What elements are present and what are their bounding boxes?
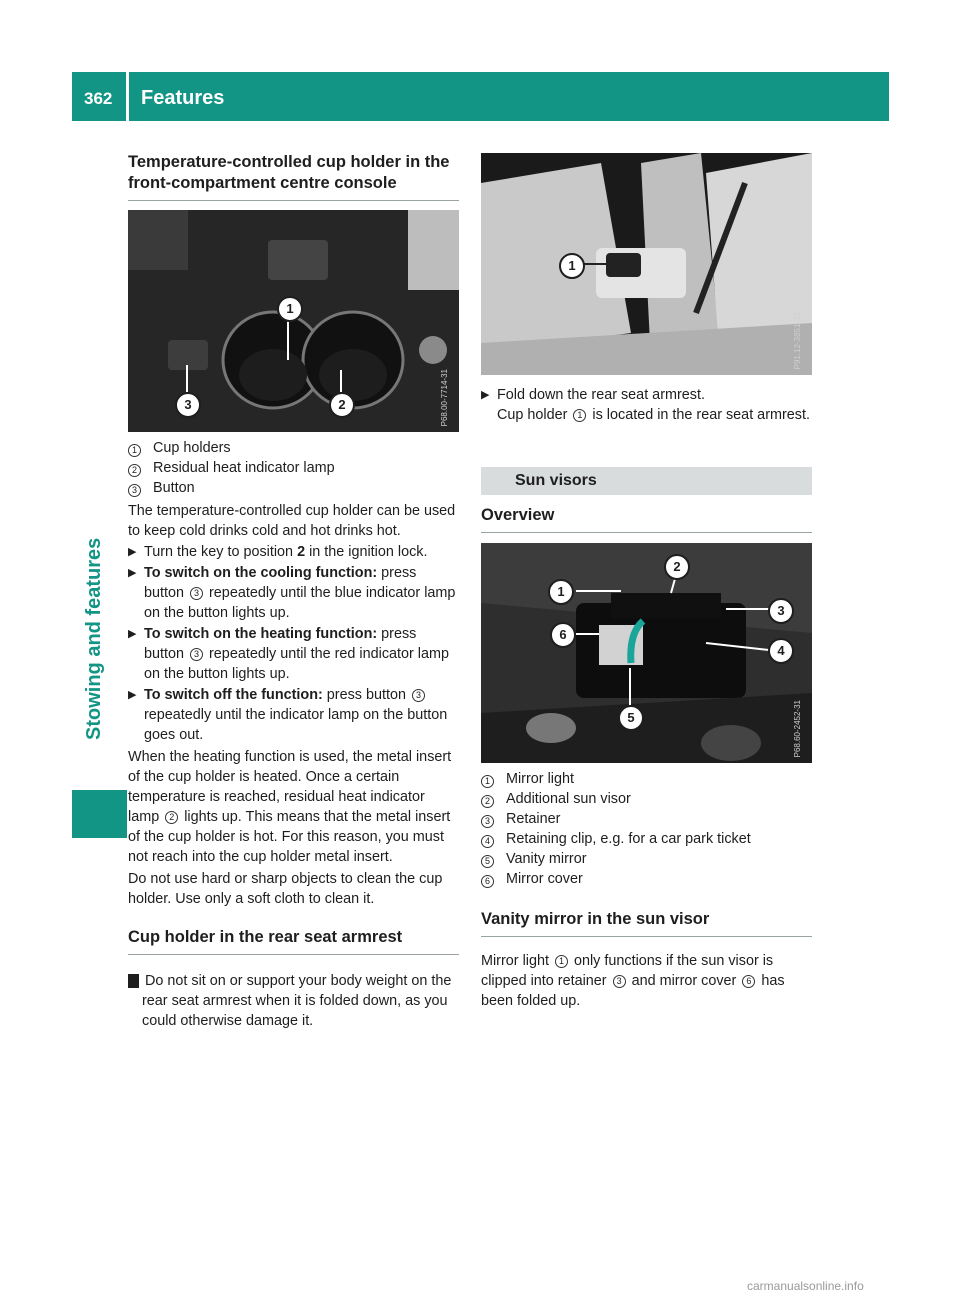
legend-number: 6 — [481, 875, 494, 888]
paragraph — [481, 951, 812, 1011]
legend-text: Retaining clip, e.g. for a car park ticket — [506, 831, 751, 847]
legend-text: Cup holders — [153, 440, 231, 456]
paragraph-text: When the heating function is used, the metal insert of the cup holder is heated. Once a certain temperature is reached, residual heat indicator lamp — [128, 749, 452, 825]
heading-rear-cup-holder: Cup holder in the rear seat armrest — [128, 927, 459, 955]
inline-number: 1 — [555, 955, 568, 968]
inline-number: 3 — [412, 689, 425, 702]
callout-1: 1 — [548, 579, 574, 605]
callout-5: 5 — [618, 705, 644, 731]
armrest-photo — [481, 153, 812, 375]
armrest-illustration — [481, 153, 812, 375]
legend-text: Residual heat indicator lamp — [153, 460, 335, 476]
paragraph: Do not use hard or sharp objects to clean the cup holder. Use only a soft cloth to clean it. — [128, 871, 443, 907]
step — [128, 563, 459, 623]
step-text: press button — [144, 565, 417, 601]
inline-number: 6 — [742, 975, 755, 988]
paragraph-text: has been folded up. — [481, 973, 785, 1009]
page-title: Features — [141, 87, 225, 109]
callout-1: 1 — [559, 253, 585, 279]
step-arrow-icon: ▶ — [481, 389, 490, 401]
legend-text: Additional sun visor — [506, 791, 631, 807]
warning-text: Do not sit on or support your body weight on the rear seat armrest when it is folded down, as you could otherwise damage it. — [142, 973, 452, 1029]
footer-watermark: carmanualsonline.info — [747, 1279, 864, 1293]
step-arrow-icon: ▶ — [128, 689, 137, 701]
step-text: Fold down the rear seat armrest. — [497, 387, 705, 403]
paragraph: The temperature-controlled cup holder can be used to keep cold drinks cold and hot drinks hot. — [128, 503, 456, 539]
paragraph-text: and mirror cover — [627, 973, 741, 989]
side-tab-marker — [72, 790, 127, 838]
warning-paragraph — [124, 971, 459, 1031]
heading-front-cup-holder: Temperature-controlled cup holder in the front-compartment centre console — [128, 152, 459, 201]
header-separator — [126, 72, 129, 121]
step-bold: To switch on the cooling function: — [144, 565, 378, 581]
heading-vanity-mirror: Vanity mirror in the sun visor — [481, 909, 812, 937]
right-column — [481, 152, 812, 1011]
legend-text: Mirror light — [506, 771, 574, 787]
step — [128, 624, 459, 684]
paragraph-text: Mirror light — [481, 953, 553, 969]
legend-item — [128, 458, 459, 478]
step-bold: To switch off the function: — [144, 687, 323, 703]
inline-number: 3 — [190, 648, 203, 661]
step — [481, 385, 812, 425]
inline-number: 1 — [573, 409, 586, 422]
photo-code: P91.12-3851-31 — [793, 311, 802, 369]
legend-number: 2 — [481, 795, 494, 808]
side-tab-label: Stowing and features — [83, 537, 105, 740]
legend-number: 4 — [481, 835, 494, 848]
legend-item — [481, 809, 812, 829]
left-column — [124, 152, 459, 1031]
legend-cup-holder — [128, 438, 459, 498]
step-arrow-icon: ▶ — [128, 546, 137, 558]
legend-item — [481, 769, 812, 789]
step-bold: To switch on the heating function: — [144, 626, 378, 642]
legend-number: 5 — [481, 855, 494, 868]
photo-code: P68.60-2452-31 — [793, 699, 802, 757]
step-text: repeatedly until the indicator lamp on the button goes out. — [144, 707, 448, 743]
legend-item — [481, 789, 812, 809]
inline-number: 2 — [165, 811, 178, 824]
step-text: press button — [144, 626, 417, 662]
sun-visor-illustration — [481, 543, 812, 763]
paragraph-text: only functions if the sun visor is clipped into retainer — [481, 953, 774, 989]
callout-4: 4 — [768, 638, 794, 664]
callout-3: 3 — [175, 392, 201, 418]
section-banner: Sun visors — [481, 467, 812, 495]
callout-2: 2 — [329, 392, 355, 418]
step-text: repeatedly until the red indicator lamp on the button lights up. — [144, 646, 449, 682]
legend-number: 2 — [128, 464, 141, 477]
step-text: Turn the key to position — [144, 544, 298, 560]
warning-icon: ! — [128, 974, 139, 988]
callout-2: 2 — [664, 554, 690, 580]
paragraph-text: lights up. This means that the metal insert of the cup holder is hot. For this reason, you must not reach into the cup holder metal insert. — [128, 809, 451, 865]
sun-visor-photo — [481, 543, 812, 763]
callout-6: 6 — [550, 622, 576, 648]
legend-item — [481, 829, 812, 849]
inline-number: 3 — [190, 587, 203, 600]
cup-holder-photo — [128, 210, 459, 432]
legend-item — [128, 478, 459, 498]
legend-number: 3 — [128, 484, 141, 497]
paragraph — [128, 747, 459, 867]
legend-text: Vanity mirror — [506, 851, 587, 867]
legend-item — [128, 438, 459, 458]
step-arrow-icon: ▶ — [128, 628, 137, 640]
legend-number: 1 — [481, 775, 494, 788]
legend-sun-visor — [481, 769, 812, 889]
step — [128, 685, 459, 745]
step-text: press button — [322, 687, 410, 703]
legend-text: Button — [153, 480, 195, 496]
heading-overview: Overview — [481, 505, 812, 533]
step-text: in the ignition lock. — [305, 544, 428, 560]
page-number: 362 — [84, 89, 113, 108]
inline-number: 3 — [613, 975, 626, 988]
step — [128, 542, 459, 562]
legend-text: Retainer — [506, 811, 561, 827]
step-text: is located in the rear seat armrest. — [588, 407, 810, 423]
legend-text: Mirror cover — [506, 871, 583, 887]
legend-item — [481, 849, 812, 869]
step-bold: 2 — [297, 544, 306, 560]
legend-item — [481, 869, 812, 889]
legend-number: 3 — [481, 815, 494, 828]
callout-3: 3 — [768, 598, 794, 624]
step-arrow-icon: ▶ — [128, 567, 137, 579]
step-text: repeatedly until the blue indicator lamp on the button lights up. — [144, 585, 456, 621]
callout-1: 1 — [277, 296, 303, 322]
legend-number: 1 — [128, 444, 141, 457]
photo-code: P68.00-7714-31 — [440, 368, 449, 426]
step-text: Cup holder — [497, 407, 572, 423]
